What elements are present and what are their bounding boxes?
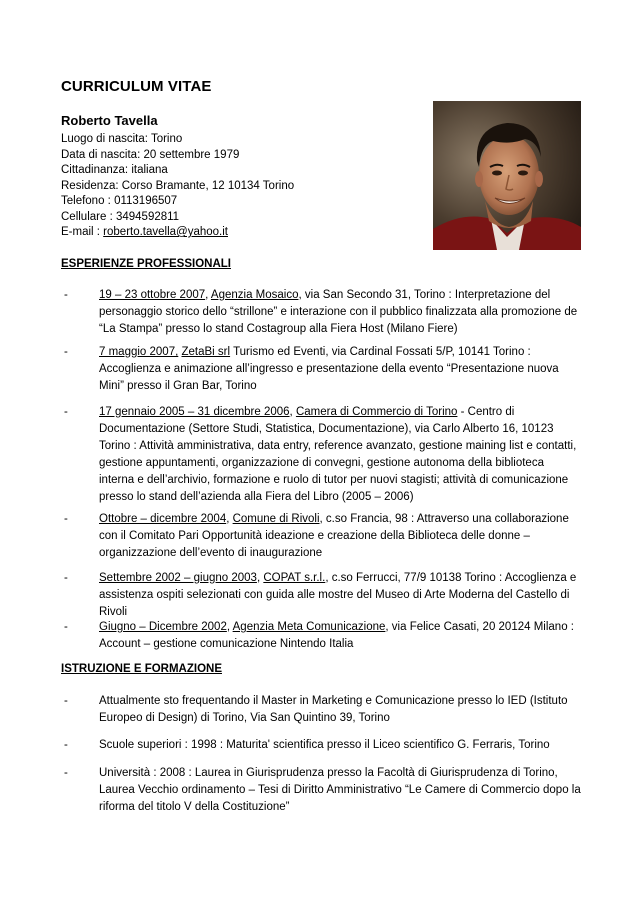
- experience-text: , c.so Francia, 98 : Attraverso una collaborazione con il Comitato Pari Opportunità ideazione e creazione della Biblioteca delle donne – organizzazione dell’evento di inaugurazione: [99, 513, 569, 559]
- birthdate: Data di nascita: 20 settembre 1979: [61, 148, 240, 161]
- experience-date: Settembre 2002 – giugno 2003: [99, 572, 257, 584]
- bullet: -: [64, 767, 68, 779]
- bullet: -: [64, 289, 68, 301]
- bullet: -: [64, 406, 68, 418]
- separator: ,: [226, 621, 233, 633]
- experience-date: 7 maggio 2007,: [99, 346, 179, 358]
- education-item: [61, 693, 581, 727]
- experience-org: Agenzia Meta Comunicazione: [232, 621, 386, 633]
- experience-text: , c.so Ferrucci, 77/9 10138 Torino : Accoglienza e assistenza ospiti selezionati con guida alle mostre del Museo di Arte Moderna del Castello di Rivoli: [99, 572, 577, 618]
- separator: ,: [226, 513, 233, 525]
- document-title: CURRICULUM VITAE: [61, 78, 212, 95]
- experience-item: [61, 619, 581, 653]
- experience-org: Camera di Commercio di Torino: [295, 406, 458, 418]
- education-text: Università : 2008 : Laurea in Giurisprudenza presso la Facoltà di Giurisprudenza di Torino, Laurea Vecchio ordinamento – Tesi di Diritto Amministrativo “Le Camere di Commercio dopo la riforma del titolo V della Costituzione”: [99, 767, 581, 813]
- experience-heading: ESPERIENZE PROFESSIONALI: [61, 258, 231, 270]
- experience-date: 17 gennaio 2005 – 31 dicembre 2006: [99, 406, 290, 418]
- education-item: [61, 737, 581, 754]
- education-text: Scuole superiori : 1998 : Maturita' scientifica presso il Liceo scientifico G. Ferraris, Torino: [99, 739, 550, 751]
- bullet: -: [64, 346, 68, 358]
- mobile: Cellulare : 3494592811: [61, 210, 180, 223]
- bullet: -: [64, 739, 68, 751]
- experience-item: [61, 570, 581, 621]
- experience-date: Ottobre – dicembre 2004: [99, 513, 227, 525]
- bullet: -: [64, 621, 68, 633]
- profile-photo: [433, 101, 581, 250]
- education-text: Attualmente sto frequentando il Master in Marketing e Comunicazione presso lo IED (Istituto Europeo di Design) di Torino, Via San Quintino 39, Torino: [99, 695, 568, 724]
- separator: ,: [289, 406, 296, 418]
- citizenship: Cittadinanza: italiana: [61, 164, 168, 176]
- email-label: E-mail :: [61, 226, 104, 238]
- experience-item: [61, 344, 581, 395]
- separator: ,: [256, 572, 264, 584]
- experience-text: , via Felice Casati, 20 20124 Milano : Account – gestione comunicazione Nintendo Italia: [99, 621, 574, 650]
- experience-text: , via San Secondo 31, Torino : Interpretazione del personaggio storico dello “strillone” e interazione con il pubblico finalizzata alla promozione de “La Stampa” presso lo stand Costagroup alla Fiera Host (Milano Fiere): [99, 289, 578, 335]
- experience-org: ZetaBi srl: [181, 346, 231, 358]
- experience-org: Comune di Rivoli: [232, 513, 320, 525]
- experience-item: [61, 287, 581, 338]
- bullet: -: [64, 572, 68, 584]
- bullet: -: [64, 513, 68, 525]
- education-item: [61, 765, 581, 816]
- experience-org: Agenzia Mosaico: [210, 289, 299, 301]
- experience-item: [61, 511, 581, 562]
- education-heading: ISTRUZIONE E FORMAZIONE: [61, 663, 222, 675]
- person-name: Roberto Tavella: [61, 113, 158, 128]
- experience-org: COPAT s.r.l.: [263, 572, 326, 584]
- experience-date: 19 – 23 ottobre 2007: [99, 289, 206, 301]
- separator: ,: [205, 289, 211, 301]
- email-link[interactable]: roberto.tavella@yahoo.it: [103, 226, 228, 238]
- email-line: [61, 225, 294, 241]
- bullet: -: [64, 695, 68, 707]
- phone: Telefono : 0113196507: [61, 195, 178, 207]
- residence: Residenza: Corso Bramante, 12 10134 Torino: [61, 179, 295, 192]
- experience-item: [61, 404, 581, 506]
- experience-text: - Centro di Documentazione (Settore Studi, Statistica, Documentazione), via Carlo Alberto 16, 10123 Torino : Attività amministrativa, data entry, reference avanzato, gestione maining list e contatti, gestione appuntamenti, organizzazione di convegni, gestione autonoma della biblioteca interna e dell’archivio, formazione e ruolo di tutor per nuovi stagisti; attività di comunicazione presso lo stand dell’azienda alla Fiera del Libro (2005 – 2006): [99, 406, 577, 503]
- personal-info: [61, 132, 294, 241]
- experience-text: Turismo ed Eventi, via Cardinal Fossati 5/P, 10141 Torino : Accoglienza e animazione all’ingresso e presentazione della evento “Presentazione nuova Mini” presso il Gran Bar, Torino: [99, 346, 559, 392]
- birthplace: Luogo di nascita: Torino: [61, 133, 183, 145]
- experience-date: Giugno – Dicembre 2002: [99, 621, 227, 633]
